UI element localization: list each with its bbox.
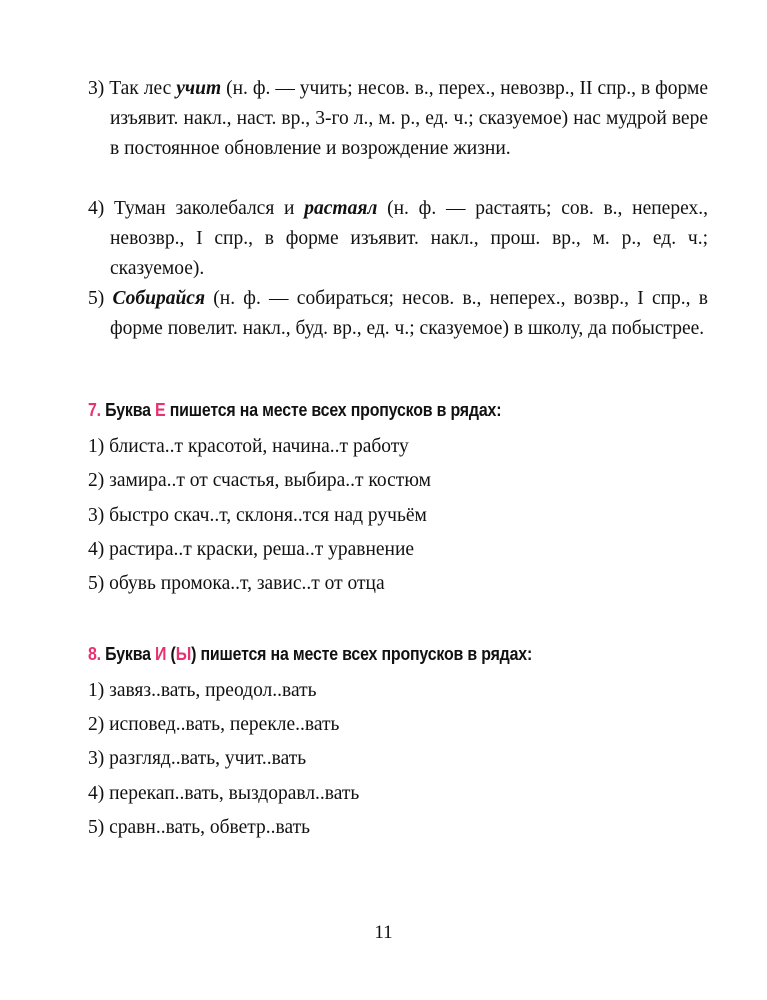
task-7-option-5: 5) обувь промока..т, завис..т от отца bbox=[88, 573, 385, 594]
task-number: 8. bbox=[88, 643, 101, 664]
item-text-after: (н. ф. — растаять; сов. в., неперех., невозвр., I спр., в форме изъявит. накл., прош. вр., м. р., ед. ч.; сказуемое). bbox=[110, 198, 708, 279]
task-8-option-5: 5) сравн..вать, обветр..вать bbox=[88, 817, 311, 838]
task-8-heading bbox=[88, 643, 532, 665]
highlighted-letter: Ы bbox=[175, 643, 192, 664]
analysis-bold-word: растаял bbox=[304, 198, 378, 219]
analysis-item-3 bbox=[88, 74, 708, 164]
analysis-bold-word: учит bbox=[176, 78, 222, 99]
item-text-after: (н. ф. — собираться; несов. в., неперех., возвр., I спр., в форме повелит. накл., буд. вр., ед. ч.; сказуемое) в школу, да побыстрее. bbox=[110, 288, 709, 339]
item-text-before: Так лес bbox=[109, 78, 177, 99]
analysis-item-5 bbox=[88, 284, 708, 344]
heading-text: пишется на месте всех пропусков в рядах: bbox=[165, 399, 502, 420]
heading-text: Буква bbox=[105, 643, 156, 664]
highlighted-letter: Е bbox=[155, 399, 166, 420]
task-7-option-4: 4) растира..т краски, реша..т уравнение bbox=[88, 539, 415, 560]
heading-text: Буква bbox=[105, 399, 156, 420]
item-text-before: Туман заколебался и bbox=[114, 198, 305, 219]
highlighted-letter: И bbox=[155, 643, 167, 664]
analysis-item-4 bbox=[88, 194, 708, 284]
heading-text: ) bbox=[191, 643, 197, 664]
analysis-bold-word: Собирайся bbox=[112, 288, 206, 309]
task-8-option-3: 3) разгляд..вать, учит..вать bbox=[88, 748, 307, 769]
task-7-option-1: 1) блиста..т красотой, начина..т работу bbox=[88, 436, 409, 457]
task-8-option-4: 4) перекап..вать, выздоравл..вать bbox=[88, 783, 360, 804]
task-number: 7. bbox=[88, 399, 101, 420]
item-number: 5) bbox=[88, 288, 105, 309]
task-8-option-1: 1) завяз..вать, преодол..вать bbox=[88, 680, 317, 701]
task-8-option-2: 2) исповед..вать, перекле..вать bbox=[88, 714, 340, 735]
page-number: 11 bbox=[374, 922, 393, 943]
task-7-option-2: 2) замира..т от счастья, выбира..т костюм bbox=[88, 470, 431, 491]
item-number: 4) bbox=[88, 198, 105, 219]
task-7-heading bbox=[88, 399, 501, 421]
item-number: 3) bbox=[88, 78, 105, 99]
task-7-option-3: 3) быстро скач..т, склоня..тся над ручьём bbox=[88, 505, 427, 526]
heading-text: пишется на месте всех пропусков в рядах: bbox=[196, 643, 533, 664]
heading-text: ( bbox=[166, 643, 176, 664]
item-text-after: (н. ф. — учить; несов. в., перех., невозвр., II спр., в форме изъявит. накл., наст. вр., 3-го л., м. р., ед. ч.; сказуемое) нас мудрой вере в постоянное обновление и возрождение жизни. bbox=[110, 78, 709, 159]
